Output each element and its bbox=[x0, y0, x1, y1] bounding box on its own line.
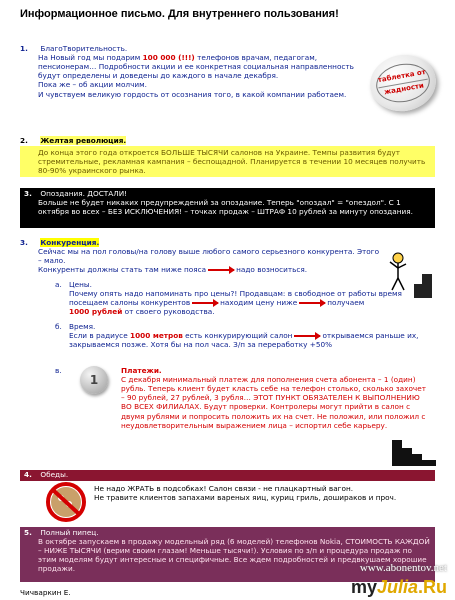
subsection-label: в. bbox=[55, 366, 62, 375]
subsection-v-body: С декабря минимальный платеж для пополнения счета абонента – 1 (один) рубль. Теперь клиент будет класть себе на телефон столько, сколько захочет – 90 рублей, 27 рублей, 3 рубля… ЭТОТ ПУНКТ ОБЯЗАТЕЛЕН К ВЫПОЛНЕНИЮ ВО ВСЕХ ФИЛИАЛАХ. Будут проверки. Контролеры могут прийти в салон с двумя рублями и попросить положить их на счет. Не положил, или положил с неудовлетворительным выражением лица – испортил себе карьеру. bbox=[121, 375, 426, 430]
subsection-b bbox=[55, 322, 435, 349]
signature: Чичваркин Е. bbox=[20, 588, 71, 597]
section-number: 3. bbox=[20, 238, 28, 247]
highlight-number: 1000 рублей bbox=[69, 307, 123, 317]
section-title: Полный пипец. bbox=[40, 528, 99, 537]
subsection-title: Время. bbox=[69, 322, 96, 331]
text: Пока же – об акции молчим. bbox=[38, 80, 147, 90]
section-3-body: Больше не будет никаких предупреждений за опоздание. Теперь "опоздал" = "опездол". С 1 октября во всех – БЕЗ ИСКЛЮЧЕНИЯ! – точках продаж – ШТРАФ 10 рублей за минуту опоздания. bbox=[38, 198, 413, 217]
section-number: 3. bbox=[24, 189, 32, 198]
no-food-icon bbox=[45, 482, 87, 522]
highlight-number: 1000 метров bbox=[130, 331, 183, 341]
section-title: Желтая революция. bbox=[40, 136, 127, 145]
text: На Новый год мы подарим bbox=[38, 53, 143, 63]
section-number: 4. bbox=[24, 470, 32, 479]
section-6-body: В октябре запускаем в продажу модельный ряд (6 моделей) телефонов Nokia, СТОИМОСТЬ КАЖДОЙ – НИЖЕ ТЫСЯЧИ (верим своим глазам! Меньше тысячи!). Условия по з/п и процедура продаж по этим моделям будут интересные и специфичные. Все ждем подробностей и предвкушаем хорошие продажи. bbox=[38, 537, 430, 574]
text: от своего руководства. bbox=[122, 307, 215, 317]
watermark bbox=[351, 562, 447, 596]
text: есть конкурирующий салон bbox=[182, 331, 293, 341]
section-3-box bbox=[20, 188, 435, 228]
section-1-heading bbox=[20, 44, 365, 53]
text: Конкуренты должны стать там ниже пояса bbox=[38, 265, 207, 275]
section-5-body bbox=[94, 484, 414, 502]
section-title: БлагоТворительность. bbox=[40, 44, 128, 53]
arrow-right-icon bbox=[299, 302, 325, 304]
subsection-a bbox=[55, 280, 435, 316]
text: Сейчас мы на пол головы/на голову выше любого самого серьезного конкурента. Этого – мало. bbox=[38, 247, 380, 266]
arrow-right-icon bbox=[192, 302, 218, 304]
arrow-right-icon bbox=[294, 335, 320, 337]
stairs-down-icon bbox=[392, 440, 436, 466]
section-title: Конкуренция. bbox=[40, 238, 100, 247]
section-1 bbox=[20, 44, 365, 99]
subsection-title: Платежи. bbox=[121, 366, 162, 375]
subsection-title: Цены. bbox=[69, 280, 93, 289]
subsection-v bbox=[55, 366, 430, 430]
arrow-right-icon bbox=[208, 269, 234, 271]
pill-label-bottom: жадности bbox=[383, 80, 425, 96]
text: Если в радиусе bbox=[69, 331, 130, 341]
section-title: Обеды. bbox=[40, 470, 69, 479]
watermark-logo-part: my bbox=[350, 577, 377, 597]
pill-label-top: таблетка от bbox=[377, 67, 427, 85]
text: открываемся раньше их, закрываемся позже. Хотя бы на пол часа. З/п за переработку +50% bbox=[69, 331, 419, 350]
highlight-number: 100 000 (!!!) bbox=[142, 53, 195, 63]
text: Почему опять надо напоминать про цены?! Продавцам: в свободное от работы время посещаем салоны конкурентов bbox=[69, 289, 402, 308]
text: получаем bbox=[327, 298, 365, 308]
watermark-logo-part: Julia bbox=[376, 577, 418, 597]
section-number: 2. bbox=[20, 136, 28, 145]
section-2-header bbox=[20, 136, 126, 145]
subsection-label: б. bbox=[55, 322, 62, 331]
section-5-header bbox=[20, 470, 435, 481]
text: находим цену ниже bbox=[220, 298, 298, 308]
text: Не травите клиентов запахами вареных яиц, куриц гриль, дошираков и проч. bbox=[94, 493, 397, 503]
watermark-url: www.abonentov.net bbox=[359, 562, 447, 575]
section-4-intro bbox=[20, 247, 380, 274]
section-title: Опоздания. ДОСТАЛИ! bbox=[40, 189, 128, 198]
section-2-body: До конца этого года откроется БОЛЬШЕ ТЫСЯЧИ салонов на Украине. Темпы развития будут стремительные, рекламная кампания – беспощадной. Планируется в течении 10 месяцев получить 80-90% украинского рынка. bbox=[20, 146, 435, 177]
pill-image bbox=[370, 55, 440, 117]
text: надо возноситься. bbox=[236, 265, 308, 275]
coin-label: 1 bbox=[89, 372, 99, 387]
pill-icon bbox=[366, 50, 441, 117]
section-1-body bbox=[20, 53, 365, 99]
watermark-logo-part: .Ru bbox=[418, 577, 447, 597]
text: телефонов врачам, педагогам, пенсионерам… Подробности акции и ее конкретная социальная направленность будут определены и доведены до каждого в начале декабря. bbox=[38, 53, 354, 81]
section-number: 1. bbox=[20, 44, 28, 53]
subsection-label: a. bbox=[55, 280, 62, 289]
section-number: 5. bbox=[24, 528, 32, 537]
watermark-logo bbox=[351, 578, 447, 596]
section-4 bbox=[20, 238, 380, 274]
page-title: Информационное письмо. Для внутреннего пользования! bbox=[20, 8, 339, 20]
text: И чувствуем великую гордость от осознания того, в какой компании работаем. bbox=[38, 89, 347, 99]
text: Не надо ЖРАТЬ в подсобках! Салон связи - не плацкартный вагон. bbox=[94, 484, 354, 493]
